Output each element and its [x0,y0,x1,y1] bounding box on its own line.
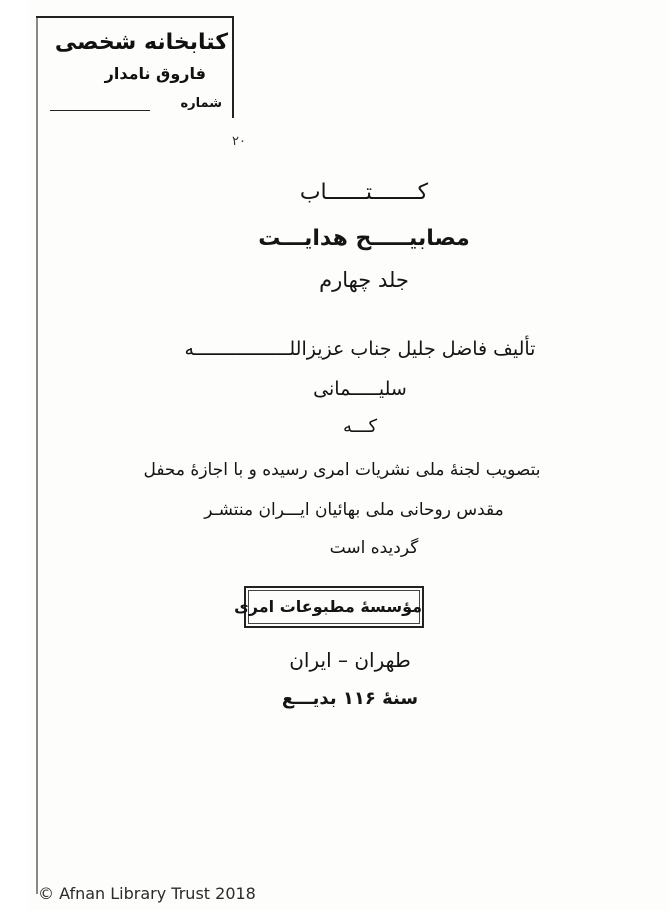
book-label: کـــــــتــــــاب [299,180,429,205]
publisher-box: مؤسسۀ مطبوعات امری [244,586,424,628]
publication-year: سنۀ ۱۱۶ بدیـــع [281,688,419,709]
library-stamp [36,16,234,118]
stamp-number-blank [50,110,150,111]
approval-line-2: مقدس روحانی ملی بهائیان ایـــران منتشـر [204,500,504,520]
copyright-watermark: © Afnan Library Trust 2018 [38,884,256,903]
volume-label: جلد چهارم [319,268,409,292]
publication-city: طهران – ایران [289,648,411,672]
author-line-2: سلیـــــمانی [313,378,407,400]
book-title: مصابیـــــح هدایـــت [258,226,470,251]
stamp-title: کتابخانه شخصی [54,30,228,55]
page-number: ۲۰ [232,134,246,149]
author-line-1: تألیف فاضل جلیل جناب عزیزاللـــــــــــــــــه [184,338,536,360]
approval-line-1: بتصویب لجنۀ ملی نشریات امری رسیده و با اجازۀ محفل [143,460,541,480]
stamp-owner-name: فاروق نامدار [104,64,206,83]
stamp-number-label: شماره [180,96,222,111]
connector-word: کـــه [342,416,378,437]
page-margin-line [36,16,38,894]
page-left-edge [0,0,28,910]
approval-line-3: گردیده است [329,538,419,558]
